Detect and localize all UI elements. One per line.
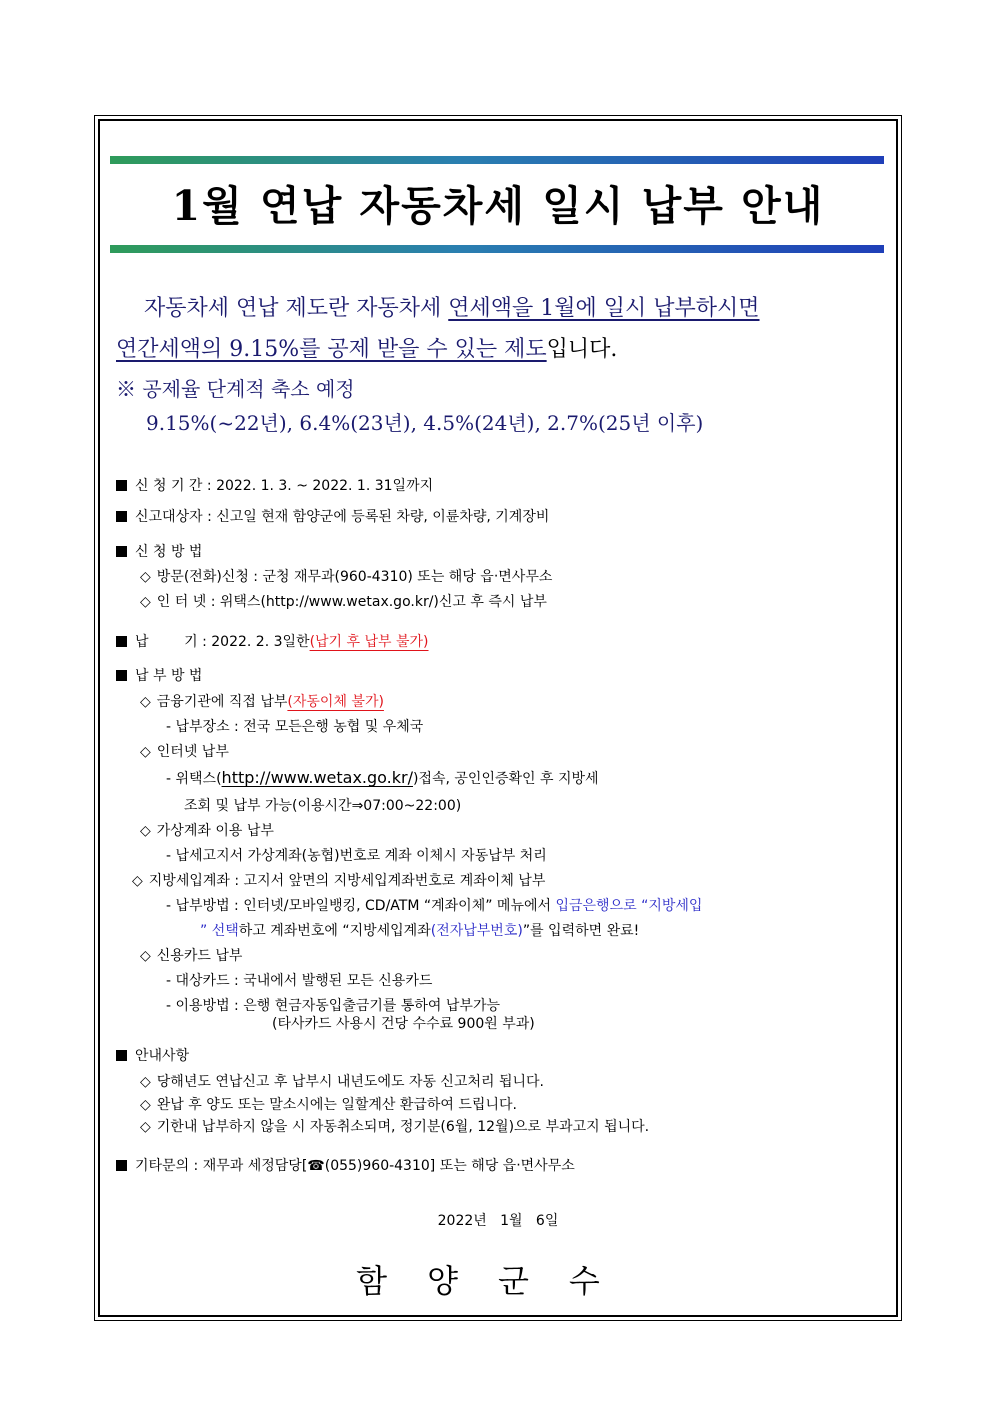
square-bullet-icon: [116, 670, 127, 681]
pay-internet-row: [140, 742, 229, 762]
method-heading: 신 청 방 법: [135, 544, 203, 560]
intro-underlined: 연세액을 1월에 일시 납부하시면: [448, 296, 760, 321]
square-bullet-icon: [116, 1050, 127, 1061]
period-text: 신 청 기 간 : 2022. 1. 3. ~ 2022. 1. 31일까지: [135, 478, 434, 494]
square-bullet-icon: [116, 511, 127, 522]
pay-card-method: - 이용방법 : 은행 현금자동입출금기를 통하여 납부가능: [166, 998, 500, 1014]
notice-heading: 안내사항: [135, 1048, 190, 1064]
pay-internet-suffix: )접속, 공인인증확인 후 지방세: [412, 771, 599, 787]
issue-date: 2022년 1월 6일: [437, 1213, 559, 1229]
notice-3-row: [140, 1117, 649, 1137]
pay-bank-warning: (자동이체 불가): [287, 694, 384, 710]
payment-heading-row: [116, 666, 202, 686]
method-visit-row: [140, 567, 552, 587]
notice-heading-row: [116, 1046, 189, 1066]
deadline-row: [116, 632, 429, 652]
notice-2-text: 완납 후 양도 또는 말소시에는 일할계산 환급하여 드립니다.: [156, 1097, 517, 1113]
square-bullet-icon: [116, 1160, 127, 1171]
pay-internet-text: 인터넷 납부: [156, 744, 229, 760]
method-heading-row: [116, 542, 202, 562]
square-bullet-icon: [116, 546, 127, 557]
method-internet-row: [140, 592, 547, 612]
pay-local-d1-text: - 납부방법 : 인터넷/모바일뱅킹, CD/ATM “계좌이체” 메뉴에서: [166, 898, 556, 914]
diamond-bullet-icon: ◇: [140, 1074, 151, 1090]
diamond-bullet-icon: ◇: [140, 694, 151, 710]
pay-virtual-detail: - 납세고지서 가상계좌(농협)번호로 계좌 이체시 자동납부 처리: [166, 848, 547, 864]
pay-bank-text: 금융기관에 직접 납부: [156, 694, 288, 710]
pay-local-detail-1: [166, 896, 702, 916]
notice-2-row: [140, 1095, 517, 1115]
target-row: [116, 507, 549, 527]
issuer-name: 함양군수: [356, 1262, 640, 1300]
deadline-text: 납 기 : 2022. 2. 3일한: [135, 634, 310, 650]
pay-virtual-row: [140, 821, 274, 841]
inquiry-text: 기타문의 : 재무과 세정담당[☎(055)960-4310] 또는 해당 읍‧면사무소: [135, 1158, 575, 1174]
pay-local-d2-end: ”를 입력하면 완료!: [522, 923, 640, 939]
payment-heading: 납 부 방 법: [135, 668, 203, 684]
intro-line-2: [116, 335, 617, 365]
notice-1-row: [140, 1072, 544, 1092]
note-heading: ※ 공제율 단계적 축소 예정: [116, 377, 355, 401]
diamond-bullet-icon: ◇: [140, 948, 151, 964]
pay-internet-prefix: - 위택스(: [166, 771, 222, 787]
diamond-bullet-icon: ◇: [140, 823, 151, 839]
target-text: 신고대상자 : 신고일 현재 함양군에 등록된 차량, 이륜차량, 기계장비: [135, 509, 550, 525]
diamond-bullet-icon: ◇: [140, 744, 151, 760]
pay-bank-place: - 납부장소 : 전국 모든은행 농협 및 우체국: [166, 719, 424, 735]
pay-bank-row: [140, 692, 384, 712]
pay-card-row: [140, 946, 242, 966]
pay-card-text: 신용카드 납부: [156, 948, 243, 964]
pay-local-text: 지방세입계좌 : 고지서 앞면의 지방세입계좌번호로 계좌이체 납부: [148, 873, 546, 889]
square-bullet-icon: [116, 636, 127, 647]
square-bullet-icon: [116, 480, 127, 491]
diamond-bullet-icon: ◇: [140, 1097, 151, 1113]
pay-local-detail-2: [200, 921, 639, 941]
pay-local-d2-text: 하고 계좌번호에 “지방세입계좌: [238, 923, 431, 939]
intro-ending: 입니다.: [546, 337, 618, 362]
note-rates: 9.15%(~22년), 6.4%(23년), 4.5%(24년), 2.7%(25년 이후): [146, 411, 704, 435]
top-gradient-bar: [110, 156, 884, 164]
pay-local-d1-highlight: 입금은행으로 “지방세입: [555, 898, 703, 914]
intro-line-1: [144, 294, 760, 324]
notice-3-text: 기한내 납부하지 않을 시 자동취소되며, 정기분(6월, 12월)으로 부과고지 됩니다.: [156, 1119, 650, 1135]
diamond-bullet-icon: ◇: [140, 1119, 151, 1135]
diamond-bullet-icon: ◇: [140, 569, 151, 585]
intro-text: 자동차세 연납 제도란 자동차세: [144, 296, 449, 321]
diamond-bullet-icon: ◇: [132, 873, 143, 889]
page-title: 1월 연납 자동차세 일시 납부 안내: [171, 182, 825, 230]
pay-local-row: [132, 871, 545, 891]
deadline-warning: (납기 후 납부 불가): [309, 634, 429, 650]
period-row: [116, 476, 433, 496]
pay-local-d2-highlight-2: (전자납부번호): [430, 923, 523, 939]
bottom-gradient-bar: [110, 245, 884, 253]
pay-internet-detail: [166, 768, 599, 789]
pay-card-target: - 대상카드 : 국내에서 발행된 모든 신용카드: [166, 973, 433, 989]
pay-local-d2-highlight: ” 선택: [200, 923, 239, 939]
method-visit-text: 방문(전화)신청 : 군청 재무과(960-4310) 또는 해당 읍‧면사무소: [156, 569, 553, 585]
inquiry-row: [116, 1156, 575, 1176]
diamond-bullet-icon: ◇: [140, 594, 151, 610]
wetax-link[interactable]: http://www.wetax.go.kr/: [221, 768, 413, 787]
pay-internet-line2: 조회 및 납부 가능(이용시간⇒07:00~22:00): [184, 798, 462, 814]
pay-virtual-text: 가상계좌 이용 납부: [156, 823, 274, 839]
intro-underlined-2: 연간세액의 9.15%를 공제 받을 수 있는 제도: [116, 337, 547, 362]
notice-1-text: 당해년도 연납신고 후 납부시 내년도에도 자동 신고처리 됩니다.: [156, 1074, 545, 1090]
pay-card-fee: (타사카드 사용시 건당 수수료 900원 부과): [272, 1016, 535, 1032]
method-internet-text: 인 터 넷 : 위택스(http://www.wetax.go.kr/)신고 후 즉시 납부: [156, 594, 547, 610]
